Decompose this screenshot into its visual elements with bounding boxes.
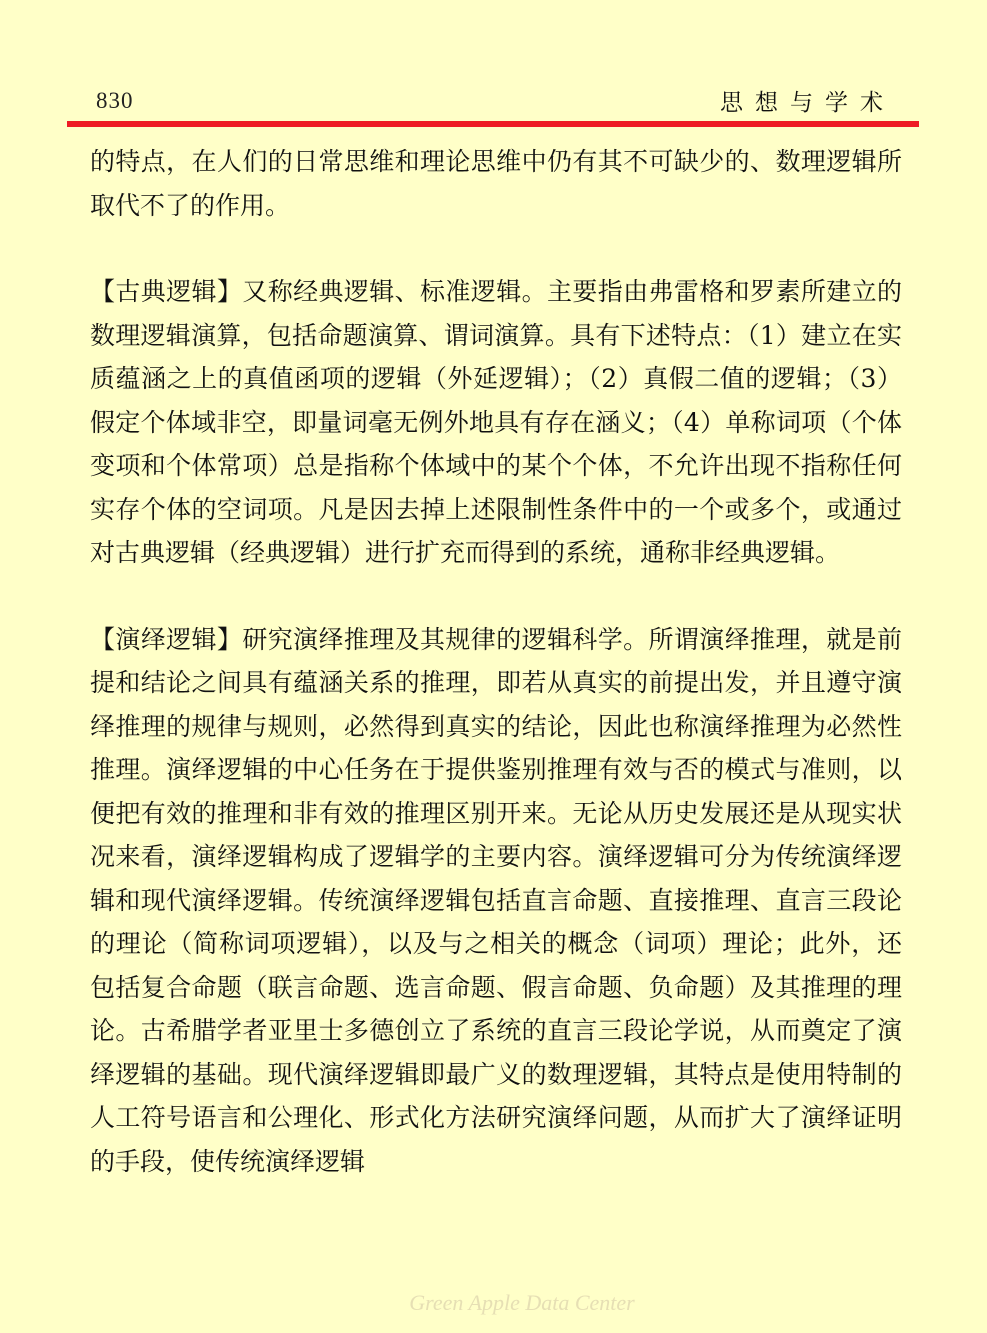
paragraph-text: 又称经典逻辑、标准逻辑。主要指由弗雷格和罗素所建立的数理逻辑演算，包括命题演算、谓词演算。具有下述特点：（1）建立在实质蕴涵之上的真值函项的逻辑（外延逻辑）；（2）真假二值的逻辑；（3）假定个体域非空，即量词毫无例外地具有存在涵义；（4）单称词项（个体变项和个体常项）总是指称个体域中的某个个体，不允许出现不指称任何实存个体的空词项。凡是因去掉上述限制性条件中的一个或多个，或通过对古典逻辑（经典逻辑）进行扩充而得到的系统，通称非经典逻辑。 xyxy=(90,277,902,567)
running-title: 思想与学术 xyxy=(720,90,895,116)
page-body xyxy=(90,140,902,1183)
paragraph-continuation xyxy=(90,140,902,227)
paragraph-term: 【演绎逻辑】 xyxy=(90,624,243,654)
paragraph-text: 的特点，在人们的日常思维和理论思维中仍有其不可缺少的、数理逻辑所取代不了的作用。 xyxy=(90,147,902,220)
watermark: Green Apple Data Center xyxy=(409,1290,635,1315)
paragraph-text: 研究演绎推理及其规律的逻辑科学。所谓演绎推理，就是前提和结论之间具有蕴涵关系的推理，即若从真实的前提出发，并且遵守演绎推理的规律与规则，必然得到真实的结论，因此也称演绎推理为必然性推理。演绎逻辑的中心任务在于提供鉴别推理有效与否的模式与准则，以便把有效的推理和非有效的推理区别开来。无论从历史发展还是从现实状况来看，演绎逻辑构成了逻辑学的主要内容。演绎逻辑可分为传统演绎逻辑和现代演绎逻辑。传统演绎逻辑包括直言命题、直接推理、直言三段论的理论（简称词项逻辑），以及与之相关的概念（词项）理论；此外，还包括复合命题（联言命题、选言命题、假言命题、负命题）及其推理的理论。古希腊学者亚里士多德创立了系统的直言三段论学说，从而奠定了演绎逻辑的基础。现代演绎逻辑即最广义的数理逻辑，其特点是使用特制的人工符号语言和公理化、形式化方法研究演绎问题，从而扩大了演绎证明的手段，使传统演绎逻辑 xyxy=(90,624,902,1176)
page-number: 830 xyxy=(96,88,134,113)
paragraph-deductive-logic xyxy=(90,618,902,1184)
header-rule xyxy=(67,121,919,127)
paragraph-term: 【古典逻辑】 xyxy=(90,277,243,306)
paragraph-classical-logic xyxy=(90,270,902,575)
